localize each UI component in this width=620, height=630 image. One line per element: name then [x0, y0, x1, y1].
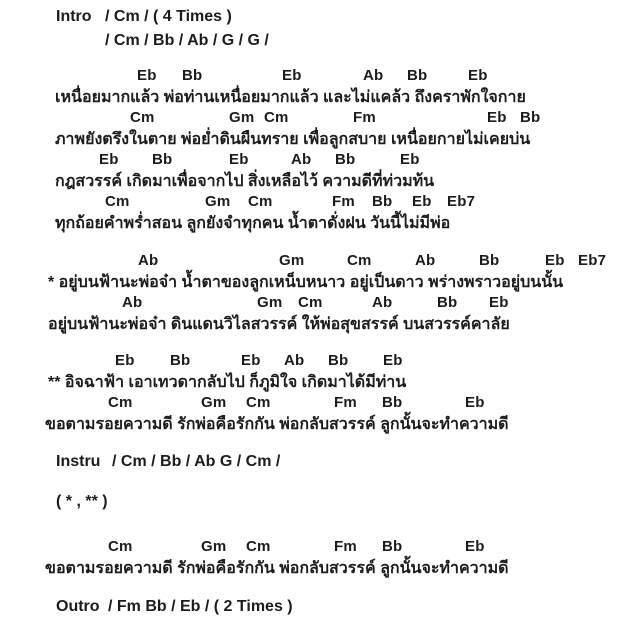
chord: Eb — [400, 151, 420, 168]
section-label-instru: Instru — [56, 453, 101, 470]
lyric-line — [0, 312, 620, 334]
lyric-line — [0, 556, 620, 578]
chord: Eb — [489, 294, 509, 311]
lyric-text: * อยู่บนฟ้านะพ่อจ๋า น้ำตาของลูกเหน็บหนาว อยู่เป็นดาว พร่างพราวอยู่บนนั้น — [48, 274, 564, 291]
chord: Cm — [248, 193, 273, 210]
chord: Fm — [353, 109, 376, 126]
chord: Eb — [468, 67, 488, 84]
chord-progression: / Fm Bb / Eb / ( 2 Times ) — [108, 598, 293, 615]
chord-progression: / Cm / ( 4 Times ) — [105, 8, 232, 25]
lyric-text: เหนื่อยมากแล้ว พ่อท่านเหนื่อยมากแล้ว และไม่แคล้ว ถึงคราพักใจกาย — [55, 89, 526, 106]
chord: Eb — [487, 109, 507, 126]
chord: Fm — [334, 538, 357, 555]
chord: Gm — [201, 394, 227, 411]
chord: Eb — [545, 252, 565, 269]
chord: Bb — [479, 252, 500, 269]
chord: Eb — [383, 352, 403, 369]
section-label-intro: Intro — [56, 8, 92, 25]
chord: Ab — [291, 151, 312, 168]
chord: Bb — [152, 151, 173, 168]
chord: Gm — [201, 538, 227, 555]
chord: Ab — [415, 252, 436, 269]
chord: Bb — [382, 538, 403, 555]
chord-progression: / Cm / Bb / Ab G / Cm / — [112, 453, 281, 470]
lyric-line — [0, 211, 620, 233]
lyric-text: ขอตามรอยความดี รักพ่อคือรักกัน พ่อกลับสวรรค์ ลูกนั้นจะทำความดี — [45, 416, 509, 433]
chord: Eb — [465, 538, 485, 555]
label-line — [0, 598, 620, 620]
chord: Ab — [284, 352, 305, 369]
chord: Ab — [138, 252, 159, 269]
label-line — [0, 493, 620, 515]
chord: Eb — [115, 352, 135, 369]
chord: Cm — [246, 394, 271, 411]
lyric-line — [0, 85, 620, 107]
chord: Eb — [229, 151, 249, 168]
chord: Bb — [328, 352, 349, 369]
chord: Bb — [520, 109, 541, 126]
chord: Bb — [372, 193, 393, 210]
lyric-line — [0, 127, 620, 149]
chord: Eb7 — [447, 193, 476, 210]
chord: Cm — [108, 538, 133, 555]
repeat-marker: ( * , ** ) — [56, 493, 108, 510]
chord: Bb — [170, 352, 191, 369]
chord-progression: / Cm / Bb / Ab / G / G / — [105, 32, 269, 49]
label-line — [0, 32, 620, 54]
lyric-text: ภาพยังตรึงในตาย พ่อย่ำดินผืนทราย เพื่อลูกสบาย เหนื่อยกายไม่เคยบ่น — [55, 131, 531, 148]
chord: Gm — [279, 252, 305, 269]
chord: Cm — [246, 538, 271, 555]
chord: Ab — [372, 294, 393, 311]
chord: Eb — [99, 151, 119, 168]
lyric-text: กฎสวรรค์ เกิดมาเพื่อจากไป สิ่งเหลือไว้ ความดีที่ท่วมท้น — [55, 173, 435, 190]
chord: Gm — [229, 109, 255, 126]
chord: Ab — [363, 67, 384, 84]
chord: Eb — [465, 394, 485, 411]
section-label-outro: Outro — [56, 598, 100, 615]
chord: Eb — [137, 67, 157, 84]
lyric-line — [0, 270, 620, 292]
chord: Ab — [122, 294, 143, 311]
lyric-text: อยู่บนฟ้านะพ่อจ๋า ดินแดนวิไลสวรรค์ ให้พ่อสุขสรรค์ บนสวรรค์คาลัย — [48, 316, 510, 333]
chord: Cm — [298, 294, 323, 311]
chord: Fm — [332, 193, 355, 210]
chord: Bb — [437, 294, 458, 311]
chord: Bb — [407, 67, 428, 84]
lyric-line — [0, 412, 620, 434]
lyric-text: ขอตามรอยความดี รักพ่อคือรักกัน พ่อกลับสวรรค์ ลูกนั้นจะทำความดี — [45, 560, 509, 577]
lyric-text: ทุกถ้อยคำพร่ำสอน ลูกยังจำทุกคน น้ำตาดั่งฝน วันนี้ไม่มีพ่อ — [55, 215, 451, 232]
lyric-line — [0, 169, 620, 191]
chord: Bb — [335, 151, 356, 168]
label-line — [0, 453, 620, 475]
chord: Eb — [412, 193, 432, 210]
chord: Gm — [205, 193, 231, 210]
chord: Cm — [264, 109, 289, 126]
chord: Cm — [130, 109, 155, 126]
chord: Bb — [382, 394, 403, 411]
chord: Cm — [105, 193, 130, 210]
chord: Eb7 — [578, 252, 607, 269]
chord: Eb — [241, 352, 261, 369]
chord: Bb — [182, 67, 203, 84]
chord: Cm — [108, 394, 133, 411]
label-line — [0, 8, 620, 30]
chord: Eb — [282, 67, 302, 84]
lyric-line — [0, 370, 620, 392]
chord: Cm — [347, 252, 372, 269]
chord: Gm — [257, 294, 283, 311]
chord: Fm — [334, 394, 357, 411]
lyric-text: ** อิจฉาฟ้า เอาเทวดากลับไป ก็ภูมิใจ เกิดมาได้มีท่าน — [48, 374, 407, 391]
